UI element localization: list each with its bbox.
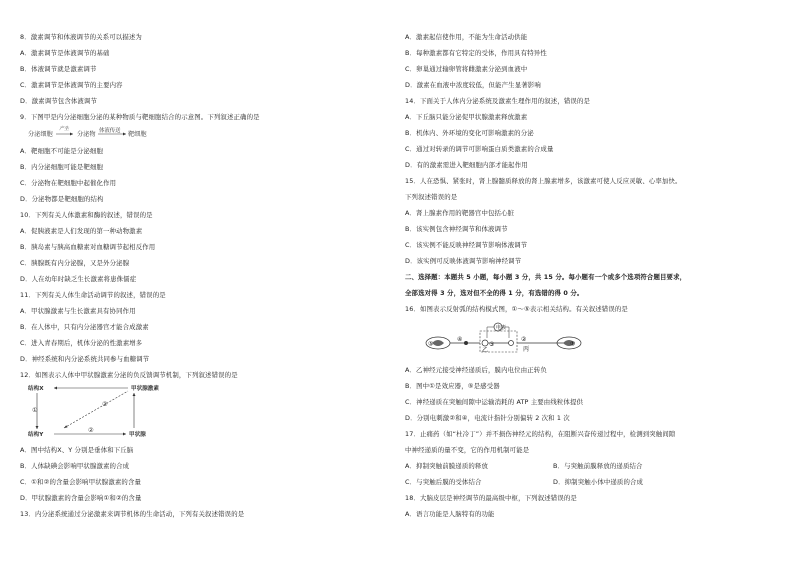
q16-num-3: ③ bbox=[489, 341, 495, 348]
q12-arrowhead-top bbox=[54, 387, 57, 390]
q9-produce-label: 产生 bbox=[59, 126, 70, 132]
q15-option-a: A．肾上腺素作用的靶器官中包括心脏 bbox=[405, 209, 515, 217]
q11-option-b: B．在人体中，只有内分泌器官才能合成激素 bbox=[20, 323, 149, 331]
q17-option-c: C．与突触后膜的受体结合 bbox=[405, 478, 482, 486]
q8-option-d: D．激素调节包含体液调节 bbox=[20, 97, 98, 105]
q14-option-b: B．机体内、外环境的变化可影响激素的分泌 bbox=[405, 129, 534, 137]
q12-option-a: A．图中结构X、Y 分别是垂体和下丘脑 bbox=[20, 446, 134, 454]
q15-option-b: B．该实例包含神经调节和体液调节 bbox=[405, 225, 508, 233]
q12-arrowhead-bottom bbox=[123, 433, 126, 436]
q16-reflex-arc-diagram bbox=[425, 316, 585, 356]
q11-option-d: D．神经系统和内分泌系统共同参与血糖调节 bbox=[20, 355, 150, 363]
q12-option-d: D．甲状腺激素的含量会影响①和②的含量 bbox=[20, 494, 142, 502]
q17-option-a: A．抑制突触前膜递质的释放 bbox=[405, 462, 489, 470]
q16-num-4: ④ bbox=[457, 336, 463, 343]
q9-option-a: A．靶细胞不可能是分泌细胞 bbox=[20, 147, 104, 155]
q18-stem: 18．大脑皮层是神经调节的最高级中枢，下列叙述错误的是 bbox=[405, 494, 577, 502]
q12-num-3: ③ bbox=[102, 401, 108, 408]
q12-arrowhead-left bbox=[36, 426, 39, 429]
q13-option-a: A．激素起信使作用，不能为生命活动供能 bbox=[405, 33, 528, 41]
q9-stem: 9．下图甲是内分泌细胞分泌的某种物质与靶细胞结合的示意图。下列叙述正确的是 bbox=[20, 113, 260, 121]
q13-option-c: C．卵巢通过输卵管将雌激素分泌到血液中 bbox=[405, 65, 528, 73]
q15-option-c: C．该实例不能反映神经调节影响体液调节 bbox=[405, 241, 528, 249]
q14-option-d: D．有的激素需进入靶细胞内部才能起作用 bbox=[405, 161, 528, 169]
q16-receptor-inner bbox=[432, 340, 444, 346]
q16-label-right: 丙 bbox=[523, 346, 530, 353]
section2-heading-line1: 二、选择题：本题共 5 小题，每小题 3 分，共 15 分。每小题有一个或多个选项符合题目要求， bbox=[405, 273, 687, 281]
q9-arrowhead-2 bbox=[123, 133, 126, 136]
q14-stem: 14．下面关于人体内分泌系统及激素生理作用的叙述，错误的是 bbox=[405, 97, 591, 105]
q15-stem-line2: 下列叙述错误的是 bbox=[405, 193, 458, 201]
q14-option-a: A．下丘脑只能分泌促甲状腺激素释放激素 bbox=[405, 113, 528, 121]
q12-hormone: 甲状腺激素 bbox=[131, 386, 159, 392]
q16-num-1: ① bbox=[570, 340, 576, 348]
q12-option-b: B．人体缺碘会影响甲状腺激素的合成 bbox=[20, 462, 130, 470]
q10-option-a: A．促胰液素是人们发现的第一种动物激素 bbox=[20, 227, 143, 235]
q8-stem: 8．激素调节和体液调节的关系可以描述为 bbox=[20, 33, 142, 41]
q9-target-cell: 靶细胞 bbox=[128, 131, 147, 138]
q11-option-a: A．甲状腺激素与生长激素具有协同作用 bbox=[20, 307, 136, 315]
q16-option-d: D．分别电刺激②和④，电流计指针分别偏转 2 次和 1 次 bbox=[405, 414, 570, 422]
q12-thyroid: 甲状腺 bbox=[129, 432, 146, 438]
q9-option-d: D．分泌物都是靶细胞的结构 bbox=[20, 195, 104, 203]
q8-option-a: A．激素调节是体液调节的基础 bbox=[20, 49, 110, 57]
q11-stem: 11．下列有关人体生命活动调节的叙述，错误的是 bbox=[20, 291, 166, 299]
q16-num-2: ② bbox=[521, 336, 527, 343]
q16-num-5: ⑤ bbox=[428, 340, 434, 348]
q17-stem-line2: 中神经递质的量不变，它的作用机制可能是 bbox=[405, 446, 530, 454]
q17-option-b: B．与突触前膜释放的递质结合 bbox=[553, 462, 643, 470]
q12-feedback-diagram bbox=[28, 381, 228, 443]
q18-option-a: A．语言功能是人脑特有的功能 bbox=[405, 510, 495, 518]
q12-num-1: ① bbox=[32, 407, 38, 414]
q9-option-c: C．分泌物在靶细胞中起催化作用 bbox=[20, 179, 117, 187]
q15-stem-line1: 15．人在恐惧、紧张时，肾上腺髓质释放的肾上腺素增多，该激素可使人反应灵敏、心率加快。 bbox=[405, 177, 682, 185]
q10-stem: 10．下列有关人体激素和酶的叙述，错误的是 bbox=[20, 211, 153, 219]
q12-structure-x: 结构X bbox=[28, 386, 44, 392]
q9-transport-label: 体液传送 bbox=[99, 128, 121, 134]
q8-option-c: C．激素调节是体液调节的主要内容 bbox=[20, 81, 123, 89]
q9-option-b: B．内分泌细胞可能是靶细胞 bbox=[20, 163, 104, 171]
q10-option-c: C．胰腺既有内分泌腺，又是外分泌腺 bbox=[20, 259, 130, 267]
q9-arrowhead-1 bbox=[70, 133, 73, 136]
q16-option-b: B．图中①是效应器，⑤是感受器 bbox=[405, 382, 500, 390]
q14-option-c: C．通过对转录的调节可影响蛋白质类激素的合成量 bbox=[405, 145, 554, 153]
q12-line-diagonal bbox=[64, 391, 128, 428]
q16-option-c: C．神经递质在突触间隙中运输消耗的 ATP 主要由线粒体提供 bbox=[405, 398, 584, 406]
q16-neuron-body-right bbox=[509, 341, 514, 346]
q13-stem: 13．内分泌系统通过分泌激素来调节机体的生命活动，下列有关叙述错误的是 bbox=[20, 510, 245, 518]
q13-option-b: B．每种激素都有它特定的受体，作用具有特异性 bbox=[405, 49, 547, 57]
q15-option-d: D．该实例可反映体液调节影响神经调节 bbox=[405, 257, 522, 265]
q16-option-a: A．乙神经元接受神经递质后，膜内电位由正转负 bbox=[405, 366, 547, 374]
q8-option-b: B．体液调节就是激素调节 bbox=[20, 65, 97, 73]
q16-meter-label: 电表 bbox=[496, 325, 507, 331]
q17-option-d: D．抑制突触小体中递质的合成 bbox=[553, 478, 644, 486]
q12-arrowhead-diagonal bbox=[64, 425, 68, 428]
section2-heading-line2: 全部选对得 3 分，选对但不全的得 1 分，有选错的得 0 分。 bbox=[405, 289, 584, 297]
q12-stem: 12．如图表示人体中甲状腺激素分泌的负反馈调节机制，下列叙述错误的是 bbox=[20, 371, 238, 379]
q9-secretion: 分泌物 bbox=[77, 131, 96, 138]
q10-option-d: D．人在幼年时缺乏生长激素将患侏儒症 bbox=[20, 275, 137, 283]
q11-option-c: C．进入青春期后，机体分泌的性激素增多 bbox=[20, 339, 143, 347]
q12-structure-y: 结构Y bbox=[28, 432, 44, 438]
q12-num-2: ② bbox=[88, 427, 94, 434]
q16-stem: 16．如图表示反射弧的结构模式图，①～⑤表示相关结构。有关叙述错误的是 bbox=[405, 305, 628, 313]
q16-label-left: 乙 bbox=[482, 347, 489, 354]
q17-stem-line1: 17．止痛药（如“杜冷丁”）并不损伤神经元的结构，在阻断兴奋传递过程中，检测到突触间隙 bbox=[405, 430, 676, 438]
q12-option-c: C．①和②的含量会影响甲状腺激素的含量 bbox=[20, 478, 142, 486]
q10-option-b: B．胰岛素与胰高血糖素对血糖调节起相反作用 bbox=[20, 243, 156, 251]
q12-arrowhead-right bbox=[133, 393, 136, 396]
q9-secreting-cell: 分泌细胞 bbox=[28, 131, 53, 138]
q13-option-d: D．激素在血液中浓度较低，但能产生显著影响 bbox=[405, 81, 541, 89]
q9-flow-diagram bbox=[28, 124, 228, 142]
q16-ganglion bbox=[464, 341, 468, 345]
q16-neuron-body-left bbox=[482, 340, 488, 346]
